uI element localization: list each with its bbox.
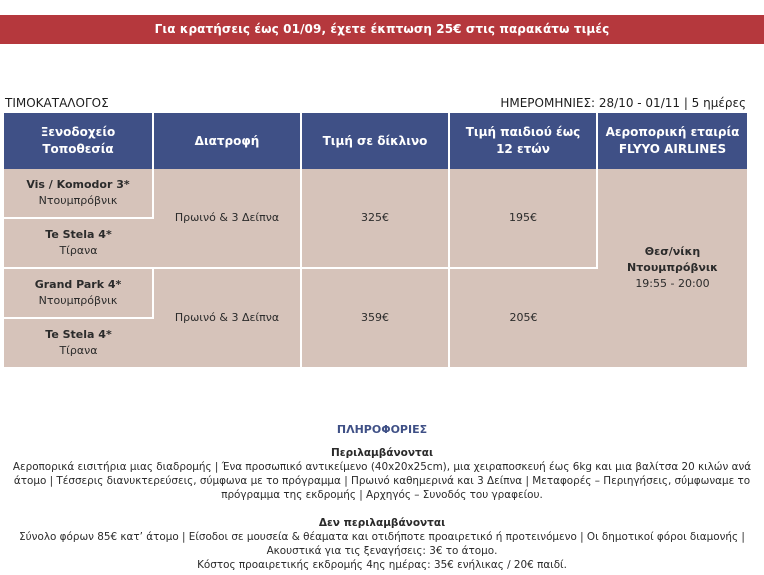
header-airline	[597, 113, 747, 169]
child-price-cell: 195€	[449, 169, 597, 268]
info-section	[0, 423, 764, 572]
hotel-name: Vis / Komodor 3*	[26, 178, 130, 191]
info-title: ΠΛΗΡΟΦΟΡΙΕΣ	[336, 423, 428, 436]
header-airline-line1: Αεροπορική εταιρία	[605, 125, 740, 139]
header-airline-line2: FLYYO AIRLINES	[618, 142, 727, 156]
header-hotel	[4, 113, 153, 169]
hotel-city: Ντουμπρόβνικ	[38, 294, 118, 307]
hotel-cell	[4, 268, 153, 318]
header-child-price	[449, 113, 597, 169]
double-price-cell: 359€	[301, 268, 449, 368]
included-title: Περιλαμβάνονται	[330, 447, 434, 459]
not-included-text: Σύνολο φόρων 85€ κατ’ άτομο | Είσοδοι σε μουσεία & θέαματα και οτιδήποτε προαιρετικό ή προτεινόμενο | Οι δημοτικοί φόροι διαμονής | Ακουστικά για τις ξεναγήσεις: 3€ το άτομο.	[19, 531, 745, 557]
pricelist-title: ΤΙΜΟΚΑΤΑΛΟΓΟΣ	[5, 96, 109, 110]
header-child-line2: 12 ετών	[496, 142, 550, 156]
hotel-name: Te Stela 4*	[45, 328, 112, 341]
optional-excursion-text: Κόστος προαιρετικής εκδρομής 4ης ημέρας: 35€ ενήλικας / 20€ παιδί.	[197, 559, 567, 571]
not-included-title: Δεν περιλαμβάνονται	[318, 517, 446, 529]
trip-dates: ΗΜΕΡΟΜΗΝΙΕΣ: 28/10 - 01/11 | 5 ημέρες	[500, 96, 746, 110]
discount-banner: Για κρατήσεις έως 01/09, έχετε έκπτωση 25€ στις παρακάτω τιμές	[0, 15, 764, 44]
header-double-price: Τιμή σε δίκλινο	[301, 113, 449, 169]
flight-route-line2: Ντουμπρόβνικ	[627, 261, 718, 274]
hotel-city: Τίρανα	[59, 344, 98, 357]
table-header-row	[4, 113, 747, 169]
hotel-cell	[4, 218, 153, 268]
flight-route-line1: Θεσ/νίκη	[644, 245, 701, 258]
board-cell: Πρωινό & 3 Δείπνα	[153, 169, 301, 268]
hotel-cell	[4, 169, 153, 218]
hotel-city: Ντουμπρόβνικ	[38, 194, 118, 207]
header-board: Διατροφή	[153, 113, 301, 169]
header-hotel-line1: Ξενοδοχείο	[40, 125, 116, 139]
flight-cell	[597, 169, 747, 368]
pricelist-heading	[5, 96, 746, 112]
hotel-city: Τίρανα	[59, 244, 98, 257]
hotel-name: Grand Park 4*	[34, 278, 122, 291]
double-price-cell: 325€	[301, 169, 449, 268]
hotel-cell	[4, 318, 153, 368]
child-price-cell: 205€	[449, 268, 597, 368]
header-hotel-line2: Τοποθεσία	[42, 142, 114, 156]
hotel-name: Te Stela 4*	[45, 228, 112, 241]
header-child-line1: Τιμή παιδιού έως	[465, 125, 581, 139]
table-row	[4, 169, 747, 218]
flight-time: 19:55 - 20:00	[635, 277, 710, 290]
board-cell: Πρωινό & 3 Δείπνα	[153, 268, 301, 368]
price-table	[4, 113, 747, 369]
included-text: Αεροπορικά εισιτήρια μιας διαδρομής | Ένα προσωπικό αντικείμενο (40x20x25cm), μια χειραποσκευή έως 6kg και μια βαλίτσα 20 κιλών ανά άτομο | Τέσσερις διανυκτερεύσεις, σύμφωνα με το πρόγραμμα | Πρωινό καθημερινά και 3 Δείπνα | Μεταφορές – Περιηγήσεις, σύμφωναμε το πρόγραμμα της εκδρομής | Αρχηγός – Συνοδός του γραφείου.	[12, 461, 752, 501]
